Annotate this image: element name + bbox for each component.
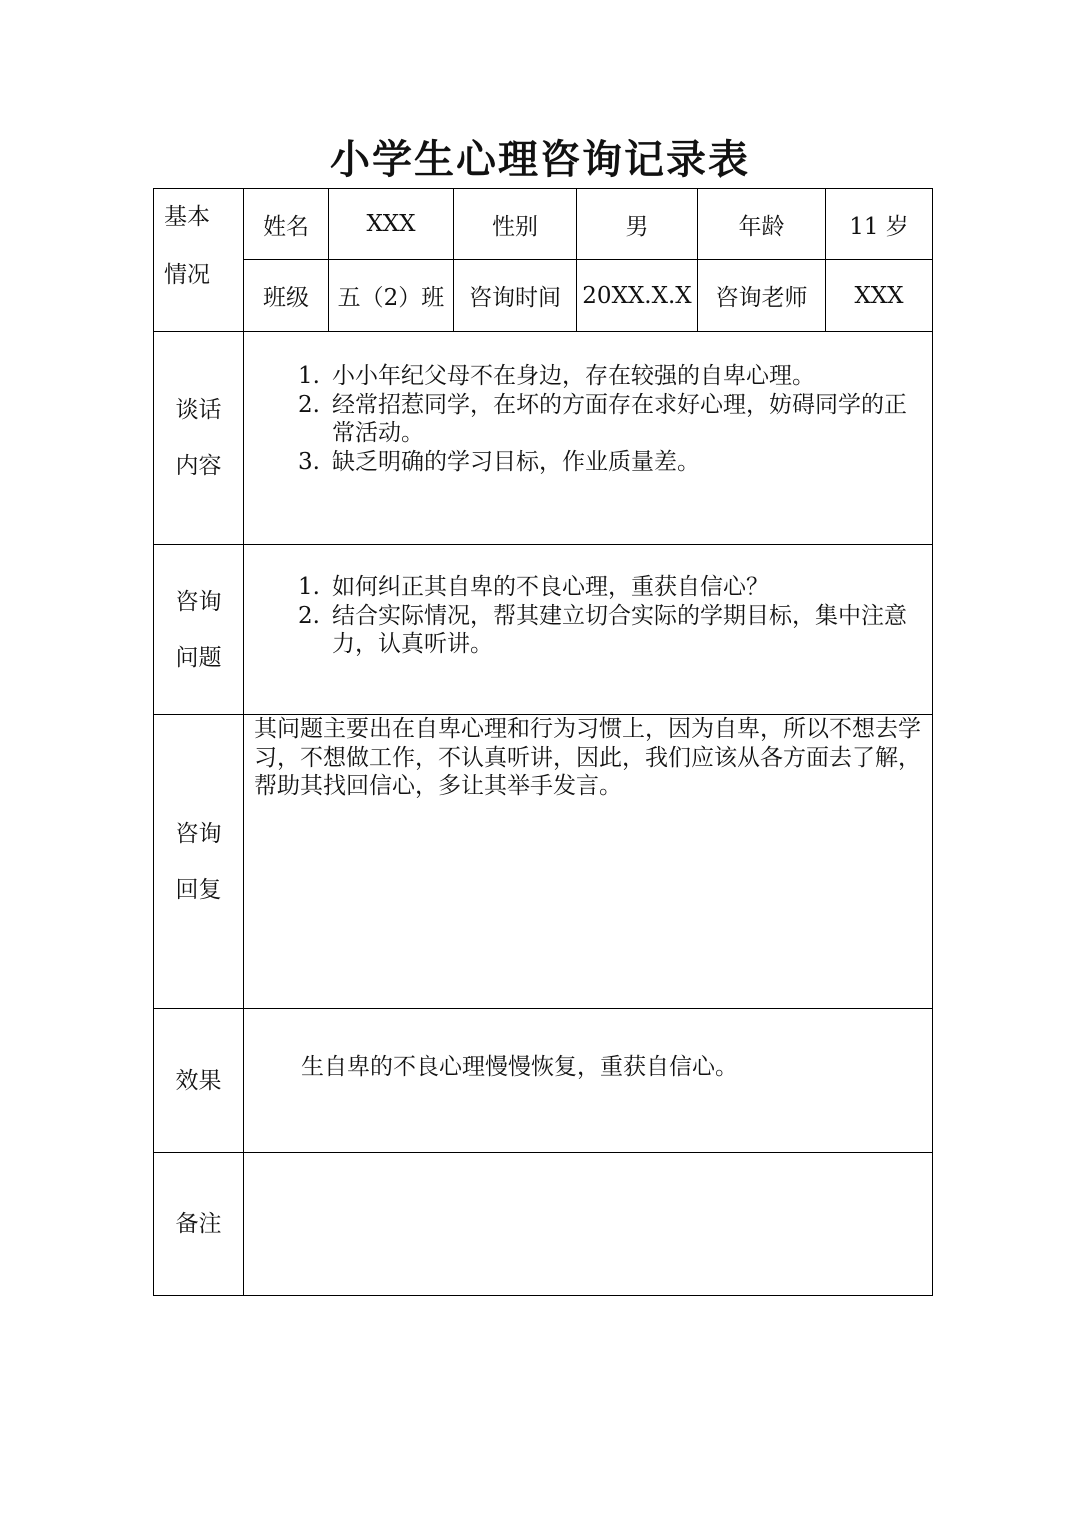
- age-value: 11 岁: [826, 189, 933, 260]
- consult-teacher-label: 咨询老师: [698, 260, 826, 332]
- remarks-cell: [244, 1153, 933, 1296]
- talk-content-row: [154, 332, 933, 545]
- list-item-number: 2.: [298, 602, 320, 629]
- consult-reply-cell: [244, 715, 933, 1009]
- list-item: [244, 602, 932, 659]
- effect-row: [154, 1009, 933, 1153]
- name-value: XXX: [329, 189, 454, 260]
- gender-value: 男: [577, 189, 698, 260]
- age-label: 年龄: [698, 189, 826, 260]
- consult-time-value: 20XX.X.X: [577, 260, 698, 332]
- consult-reply-label: [154, 715, 244, 1009]
- basic-info-label-cell: [154, 189, 244, 332]
- effect-cell: [244, 1009, 933, 1153]
- consult-reply-text: 其问题主要出在自卑心理和行为习惯上，因为自卑，所以不想去学习，不想做工作，不认真听讲，因此，我们应该从各方面去了解，帮助其找回信心，多让其举手发言。: [254, 716, 921, 799]
- talk-content-label-line2: 内容: [175, 453, 222, 479]
- effect-label: 效果: [154, 1009, 244, 1153]
- basic-info-row-1: [154, 189, 933, 260]
- basic-info-label-line2: 情况: [164, 262, 210, 288]
- class-value: 五（2）班: [329, 260, 454, 332]
- class-label: 班级: [244, 260, 329, 332]
- list-item-text: 缺乏明确的学习目标，作业质量差。: [332, 448, 700, 475]
- consult-question-label-line1: 咨询: [175, 588, 222, 615]
- talk-content-list: [244, 362, 932, 476]
- talk-content-label-line1: 谈话: [175, 397, 222, 423]
- talk-content-label: [154, 332, 244, 545]
- list-item: [244, 362, 932, 391]
- consult-reply-label-line1: 咨询: [175, 820, 222, 847]
- list-item-text: 经常招惹同学，在坏的方面存在求好心理，妨碍同学的正常活动。: [332, 391, 907, 446]
- consult-reply-label-line2: 回复: [175, 876, 222, 903]
- list-item-number: 3.: [298, 448, 320, 475]
- consult-question-label-line2: 问题: [175, 644, 222, 671]
- list-item: [244, 448, 932, 477]
- list-item-text: 小小年纪父母不在身边，存在较强的自卑心理。: [332, 363, 815, 389]
- consult-question-list: [244, 573, 932, 659]
- list-item-number: 2.: [298, 391, 320, 418]
- record-table: [153, 188, 933, 1296]
- consult-question-label: [154, 545, 244, 715]
- consult-teacher-value: XXX: [826, 260, 933, 332]
- talk-content-cell: [244, 332, 933, 545]
- list-item-text: 如何纠正其自卑的不良心理，重获自信心？: [332, 574, 769, 600]
- basic-info-row-2: [154, 260, 933, 332]
- basic-info-label-line1: 基本: [164, 204, 210, 230]
- list-item-text: 结合实际情况，帮其建立切合实际的学期目标，集中注意力，认真听讲。: [332, 602, 907, 657]
- list-item: [244, 573, 932, 602]
- consult-reply-row: [154, 715, 933, 1009]
- list-item-number: 1.: [298, 574, 320, 600]
- consult-question-row: [154, 545, 933, 715]
- consult-question-cell: [244, 545, 933, 715]
- effect-text: 生自卑的不良心理慢慢恢复，重获自信心。: [301, 1054, 738, 1080]
- consult-time-label: 咨询时间: [454, 260, 577, 332]
- remarks-label: 备注: [154, 1153, 244, 1296]
- document-title: 小学生心理咨询记录表: [330, 136, 750, 183]
- name-label: 姓名: [244, 189, 329, 260]
- list-item: [244, 391, 932, 448]
- remarks-row: [154, 1153, 933, 1296]
- list-item-number: 1.: [298, 363, 320, 389]
- gender-label: 性别: [454, 189, 577, 260]
